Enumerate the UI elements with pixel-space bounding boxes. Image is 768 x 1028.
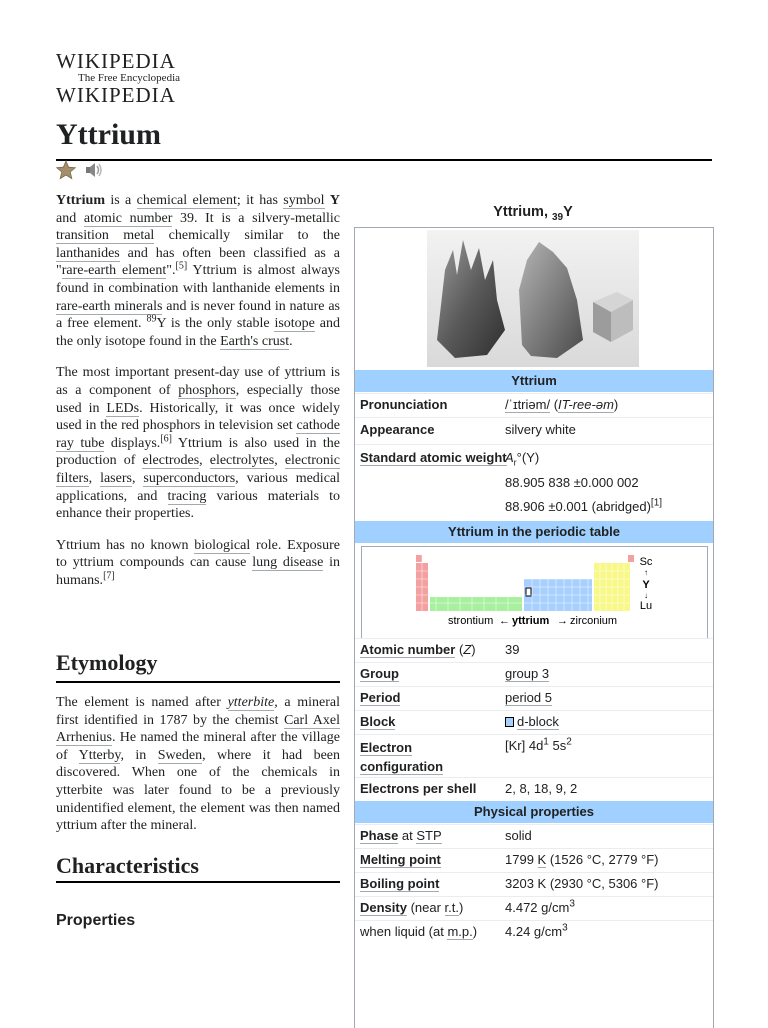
link-transition-metal[interactable]: transition metal [56,228,155,244]
appearance-value: silvery white [505,422,576,437]
characteristics-divider [56,881,340,883]
row-standard-atomic-weight [355,444,713,522]
link-atomic-number-infobox[interactable]: Atomic number [360,642,456,657]
block-label [360,714,395,729]
link-standard-atomic-weight[interactable]: Standard atomic weight [360,450,507,465]
link-ytterby[interactable]: Ytterby [78,747,121,763]
row-electrons-per-shell [355,777,713,801]
row-melting-point [355,848,713,872]
link-chemical-element[interactable]: chemical element [136,193,237,208]
link-rare-earth-element[interactable]: rare-earth element [61,263,167,279]
row-pronunciation [355,393,713,418]
link-phase[interactable]: Phase [360,828,399,843]
link-respelling[interactable]: IT-ree-əm [558,397,614,412]
link-ytterbite[interactable]: ytterbite [227,695,275,710]
speaker-icon[interactable] [84,161,104,179]
logo-wordmark-secondary: WIKIPEDIA [56,83,176,107]
link-leds[interactable]: LEDs [106,400,140,416]
intro-paragraph-2: The most important present-day use of yttrium is as a component of phosphors, especially those used in LEDs. Historically, it was once widely used in the red phosphors in television set cathode ray tube displays.[6] Yttrium is also used in the production of electrodes, electrolytes, electronic filters, lasers, superconductors, various medical applications, and tracing various materials to enhance their properties. [56,365,341,522]
group-label [360,666,399,681]
appearance-label: Appearance [360,422,435,437]
infobox [354,227,714,1028]
melting-point-value: 1799 K (1526 °C, 2779 °F) [505,852,659,867]
link-lasers[interactable]: lasers [100,470,132,486]
infobox-header-periodic-table: Yttrium in the periodic table [355,521,713,543]
link-lanthanides[interactable]: lanthanides [56,245,120,261]
pt-above-element[interactable]: Sc [639,556,653,568]
citation-6[interactable]: [6] [160,433,172,445]
link-carl-axel-arrhenius[interactable]: Carl Axel Arrhenius [56,712,340,746]
article-intro [56,192,340,603]
pt-current-name: yttrium [512,615,550,627]
liquid-density-value: 4.24 $g/cm^3$ [505,922,568,939]
block-value [505,714,559,729]
logo-wordmark: WIKIPEDIA [56,49,176,73]
pt-below-element[interactable]: Lu [639,600,653,612]
density-value: 4.472 $g/cm^3$ [505,898,575,915]
link-electrodes[interactable]: electrodes [142,453,200,469]
heading-characteristics: Characteristics [56,853,199,878]
density-label: Density (near r.t.) [360,900,464,915]
link-electron-configuration[interactable]: Electron configuration [360,740,444,774]
saw-value-precise: 88.905 838 ±0.000 002 [505,475,639,490]
periodic-table-minimap[interactable] [361,546,708,639]
pt-current-element: Y [642,579,650,591]
row-electron-configuration [355,734,713,777]
d-block-swatch-icon [505,717,514,727]
link-group-3[interactable]: group 3 [505,666,550,681]
melting-point-label [360,852,441,867]
helium-cell [628,555,634,562]
link-superconductors[interactable]: superconductors [143,470,236,486]
atomic-number-label: Atomic number (Z) [360,642,476,657]
citation-5[interactable]: [5] [175,260,188,272]
row-block [355,710,713,734]
boiling-point-value: 3203 K (2930 °C, 5306 °F) [505,876,659,891]
citation-1[interactable]: [1] [650,497,663,509]
link-melting-point[interactable]: Melting point [360,852,441,867]
link-kelvin[interactable]: K [537,852,547,867]
link-stp[interactable]: STP [416,828,442,843]
link-density[interactable]: Density [360,900,407,915]
row-density [355,896,713,920]
row-appearance [355,417,713,443]
arrow-left-icon: ← [499,615,510,627]
link-phosphors[interactable]: phosphors [178,382,236,398]
pronunciation-value: /ˈɪtriəm/ (IT-ree-əm) [505,397,619,412]
heading-etymology: Etymology [56,650,158,675]
row-phase [355,824,713,848]
link-boiling-point[interactable]: Boiling point [360,876,440,891]
electron-config-value: [Kr] $4d^1$ $5s^2$ [505,736,572,753]
logo-tagline: The Free Encyclopedia [78,72,181,84]
link-d-block[interactable]: d-block [517,714,559,729]
intro-paragraph-1: Yttrium is a chemical element; it has symbol Y and atomic number 39. It is a silvery-metallic transition metal chemically similar to the lanthanides and has often been classified as a "rare-earth element".[5] Yttrium is almost always found in combination with lanthanide elements in rare-earth minerals and is never found in nature as a free element. $^{89}$Y is the only stable isotope and the only isotope found in the Earth's crust. [56,193,341,349]
infobox-header-physical: Physical properties [355,801,713,823]
link-block[interactable]: Block [360,714,396,729]
link-room-temperature[interactable]: r.t. [444,900,459,915]
atomic-number-value: 39 [505,642,520,657]
saw-value-abridged: 88.906 ±0.001 (abridged)[1] [505,497,663,514]
link-earths-crust[interactable]: Earth's crust [220,333,290,349]
infobox-header-yttrium: Yttrium [355,370,713,392]
row-liquid-density [355,920,713,944]
phase-value: solid [505,828,532,843]
link-melting-point-abbr[interactable]: m.p. [447,924,473,939]
link-lung-disease[interactable]: lung disease [252,555,324,571]
link-isotope[interactable]: isotope [274,316,315,332]
featured-star-icon[interactable] [56,160,76,180]
citation-7[interactable]: [7] [103,570,115,582]
link-electrolytes[interactable]: electrolytes [209,453,275,469]
saw-label [360,450,507,465]
article-subject: Yttrium [56,193,105,208]
page-title: Yttrium [56,118,161,151]
wikipedia-logo[interactable] [56,50,256,106]
arrow-right-icon: → [557,615,568,627]
period-label [360,690,400,705]
link-symbol[interactable]: symbol [283,193,325,208]
heading-properties: Properties [56,912,136,929]
pt-left-neighbor[interactable]: strontium [448,615,494,627]
row-period [355,686,713,710]
boiling-point-label [360,876,439,891]
group-value [505,666,549,681]
etymology-section [56,694,340,849]
arrow-down-icon: ↓ [644,591,648,600]
link-group[interactable]: Group [360,666,399,681]
link-electronic-filters[interactable]: electronic filters [56,453,341,486]
link-period[interactable]: Period [360,690,401,705]
intro-paragraph-3: Yttrium has no known biological role. Exposure to yttrium compounds can cause lung disease in humans.[7] [56,537,341,588]
link-tracing[interactable]: tracing [167,488,207,504]
row-group [355,662,713,686]
link-cathode-ray-tube[interactable]: cathode ray tube [56,418,340,451]
row-atomic-number [355,638,713,662]
link-rare-earth-minerals[interactable]: rare-earth minerals [56,298,163,314]
link-sweden[interactable]: Sweden [157,747,203,763]
pt-right-neighbor[interactable]: zirconium [570,615,618,627]
row-boiling-point [355,872,713,896]
link-period-5[interactable]: period 5 [505,690,552,705]
electron-config-label [360,738,443,776]
electrons-per-shell-value: 2, 8, 18, 9, 2 [505,781,578,796]
period-value [505,690,552,705]
pronunciation-label: Pronunciation [360,397,448,412]
etymology-divider [56,681,340,683]
liquid-density-label: when liquid (at m.p.) [360,924,478,939]
saw-symbol: $A_r^\circ(Y)$ [505,450,540,468]
infobox-caption: Yttrium, $_{39}$Y [493,204,573,223]
phase-label: Phase at STP [360,828,442,843]
link-biological[interactable]: biological [194,537,251,553]
electrons-per-shell-label: Electrons per shell [360,781,477,796]
title-divider [56,159,712,161]
etymology-paragraph: The element is named after ytterbite, a mineral first identified in 1787 by the chemist Carl Axel Arrhenius. He named the mineral after the village of Ytterby, in Sweden, where it had been discovered. When one of the chemicals in ytterbite was later found to be a previously unidentified element, the element was then named yttrium after the mineral. [56,695,340,834]
arrow-up-icon: ↑ [644,568,648,577]
link-atomic-number[interactable]: atomic number [83,210,173,226]
link-ipa[interactable]: /ˈɪtriəm/ [505,397,551,412]
yttrium-sample-photo[interactable] [427,230,639,367]
